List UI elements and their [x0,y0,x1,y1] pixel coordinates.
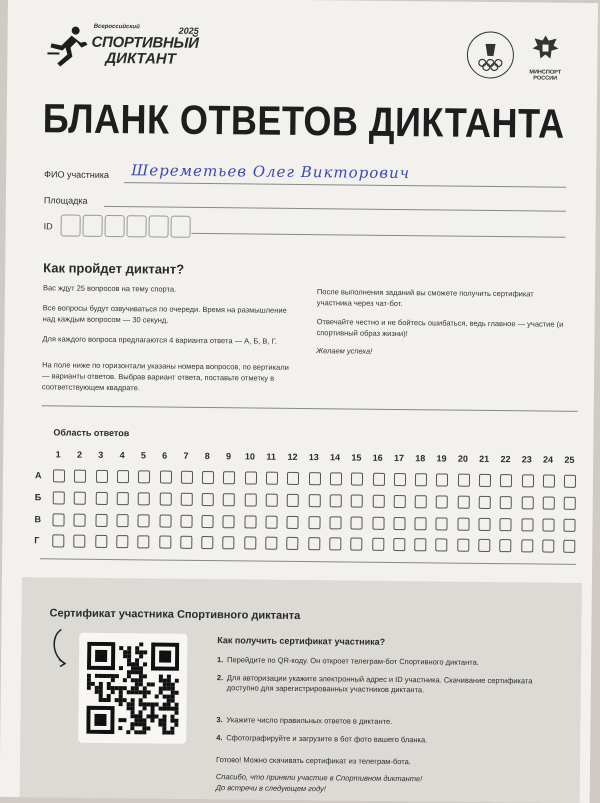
answer-checkbox[interactable] [138,470,150,483]
question-number: 11 [266,451,277,462]
answer-checkbox[interactable] [458,474,470,487]
answer-checkbox[interactable] [393,538,405,551]
question-number: 16 [372,452,383,463]
answer-checkbox[interactable] [478,539,490,552]
answer-checkbox[interactable] [308,516,320,529]
question-number: 12 [287,451,298,462]
answer-checkbox[interactable] [138,514,150,527]
question-number: 3 [98,449,104,460]
answer-checkbox[interactable] [223,536,235,549]
fio-line [124,182,566,188]
answer-checkbox[interactable] [479,474,491,487]
instruction-paragraph: После выполнения заданий вы сможете получить сертификат участника через чат-бот. [316,287,534,309]
question-number: 8 [204,450,210,462]
question-number: 7 [183,450,189,461]
instructions-title: Как пройдет диктант? [43,260,185,277]
answer-checkbox[interactable] [372,473,384,486]
answer-checkbox[interactable] [457,539,469,552]
answer-checkbox[interactable] [542,519,554,532]
answer-checkbox[interactable] [52,513,64,526]
venue-label: Площадка [43,195,88,206]
answer-checkbox[interactable] [52,534,64,547]
wish-text: Желаем успеха! [316,346,373,356]
logo-line-2: ДИКТАНТ [105,49,176,68]
id-line [192,233,566,238]
answer-checkbox[interactable] [95,492,107,505]
question-number: 24 [543,454,554,465]
minsport-logo [525,32,566,81]
answer-checkbox[interactable] [436,538,448,551]
answer-checkbox[interactable] [74,492,86,505]
answer-checkbox[interactable] [563,540,575,553]
minsport-label-1: МИНСПОРТ [529,69,562,76]
answer-checkbox[interactable] [564,497,576,510]
answer-checkbox[interactable] [287,516,299,529]
question-number: 19 [436,453,447,464]
answer-checkbox[interactable] [244,493,256,506]
answer-checkbox[interactable] [415,473,427,486]
sport-dictation-logo [45,17,216,74]
answer-checkbox[interactable] [95,535,107,548]
answer-checkbox[interactable] [393,495,405,508]
logo-year: 2025 [178,25,199,36]
answer-rows [8,0,598,3]
answer-checkbox[interactable] [500,539,512,552]
question-number: 18 [415,453,426,464]
answer-checkbox[interactable] [265,516,277,529]
certificate-thanks-2: До встречи в следующем году! [215,783,326,794]
answer-checkbox[interactable] [266,494,278,507]
venue-line[interactable] [104,206,566,212]
certificate-panel [20,577,582,803]
question-number: 21 [479,453,490,464]
answer-checkbox[interactable] [53,469,65,482]
step-number: 4. [216,733,223,743]
answer-checkbox[interactable] [245,471,257,484]
question-number: 17 [393,452,405,464]
answer-checkbox[interactable] [457,496,469,509]
logo-line-1: СПОРТИВНЫЙ [91,33,199,52]
answer-checkbox[interactable] [351,495,363,508]
answer-grid [8,0,598,3]
question-number: 15 [351,452,362,463]
answer-checkbox[interactable] [500,518,512,531]
answer-checkbox[interactable] [522,474,534,487]
answer-checkbox[interactable] [116,535,128,548]
answer-checkbox[interactable] [457,518,469,531]
answer-checkbox[interactable] [265,537,277,550]
divider [40,558,576,565]
answer-checkbox[interactable] [329,516,341,529]
answer-checkbox[interactable] [500,474,512,487]
answer-checkbox[interactable] [542,540,554,553]
answer-checkbox[interactable] [202,471,214,484]
answer-checkbox[interactable] [521,518,533,531]
answer-row-label: В [34,514,42,525]
answer-checkbox[interactable] [330,494,342,507]
answer-checkbox[interactable] [479,496,491,509]
answers-title: Область ответов [53,427,130,439]
answer-checkbox[interactable] [74,535,86,548]
answer-checkbox[interactable] [521,496,533,509]
answer-checkbox[interactable] [202,515,214,528]
answer-checkbox[interactable] [330,472,342,485]
answer-checkbox[interactable] [564,475,576,488]
answer-checkbox[interactable] [96,470,108,483]
answer-checkbox[interactable] [74,470,86,483]
id-box[interactable] [83,215,103,237]
answer-checkbox[interactable] [329,537,341,550]
answer-checkbox[interactable] [393,517,405,530]
answer-checkbox[interactable] [95,514,107,527]
answer-checkbox[interactable] [372,538,384,551]
minsport-label-2: РОССИИ [533,75,558,82]
answer-checkbox[interactable] [351,517,363,530]
question-number: 22 [500,454,511,465]
certificate-thanks-1: Спасибо, что приняли участие в Спортивном диктанте! [215,772,423,784]
certificate-ready: Готово! Можно скачивать сертификат из телеграм-бота. [215,755,411,767]
fio-value[interactable]: Шереметьев Олег Викторович [131,161,411,183]
step-text: Сфотографируйте и загрузите в бот фото вашего бланка. [226,733,428,745]
answer-checkbox[interactable] [117,470,129,483]
qr-code-card[interactable] [78,633,187,744]
answer-checkbox[interactable] [116,514,128,527]
question-numbers [8,0,598,3]
question-number: 20 [457,453,468,464]
question-number: 4 [119,450,125,461]
answer-checkbox[interactable] [180,536,192,549]
olympic-emblem-icon [465,30,516,81]
answer-checkbox[interactable] [117,492,129,505]
answer-checkbox[interactable] [436,517,448,530]
question-number: 6 [162,450,168,461]
question-number: 1 [55,449,61,460]
instruction-paragraph: На поле ниже по горизонтали указаны номера вопросов, по вертикали — варианты ответов. Выбрав вариант ответа, поставьте отметку в соответствующем квадрате. [41,360,289,393]
answer-checkbox[interactable] [287,494,299,507]
step-text: Перейдите по QR-коду. Он откроет телеграм-бот Спортивного диктанта. [227,655,479,667]
qr-code-icon[interactable] [86,642,179,735]
question-number: 2 [76,449,83,460]
step-text: Укажите число правильных ответов в диктанте. [226,715,393,726]
answer-row-label: Б [34,492,42,503]
curved-arrow-icon [47,627,75,667]
certificate-step [216,733,566,747]
answer-checkbox[interactable] [543,497,555,510]
answer-row-label: А [34,470,42,481]
answer-checkbox[interactable] [287,537,299,550]
answer-checkbox[interactable] [202,493,214,506]
certificate-step [217,673,557,697]
question-number: 14 [330,452,341,463]
divider [42,405,578,412]
question-number: 5 [140,450,146,461]
step-number: 1. [217,655,224,665]
answer-checkbox[interactable] [138,492,150,505]
answer-checkbox[interactable] [137,535,149,548]
instruction-paragraph: Отвечайте честно и не бойтесь ошибаться, ведь главное — участие (и спортивный образ жизни)! [316,317,564,339]
instruction-paragraph: Для каждого вопроса предлагаются 4 варианта ответа — А, Б, В, Г. [42,334,277,346]
answer-checkbox[interactable] [180,493,192,506]
answer-row-label: Г [34,535,40,546]
answer-checkbox[interactable] [308,537,320,550]
id-box[interactable] [105,215,125,237]
runner-icon [45,23,89,67]
answer-checkbox[interactable] [414,538,426,551]
fio-label: ФИО участника [44,169,109,180]
eagle-emblem-icon [530,32,560,62]
answer-checkbox[interactable] [478,518,490,531]
certificate-step [217,655,567,669]
instruction-paragraph: Вас ждут 25 вопросов на тему спорта. [42,283,177,294]
answer-checkbox[interactable] [350,538,362,551]
question-number: 25 [564,454,575,465]
answer-checkbox[interactable] [543,475,555,488]
step-text: Для авторизации укажите электронный адрес и ID участника. Скачивание сертификата доступно для зарегистрированных участников диктанта. [226,673,533,695]
question-number: 9 [226,451,232,462]
answer-checkbox[interactable] [309,472,321,485]
answer-checkbox[interactable] [223,493,235,506]
answer-checkbox[interactable] [180,515,192,528]
logo-small-text: Всероссийский [93,23,140,31]
answer-checkbox[interactable] [223,471,235,484]
answer-checkbox[interactable] [372,517,384,530]
answer-checkbox[interactable] [436,473,448,486]
id-label: ID [43,221,53,232]
id-box[interactable] [149,215,169,237]
answer-checkbox[interactable] [308,494,320,507]
answer-checkbox[interactable] [521,539,533,552]
step-number: 3. [216,715,223,725]
answer-checkbox[interactable] [223,515,235,528]
answer-checkbox[interactable] [436,495,448,508]
answer-checkbox[interactable] [500,496,512,509]
certificate-step [216,715,566,729]
answer-checkbox[interactable] [53,491,65,504]
id-box[interactable] [127,215,147,237]
answer-checkbox[interactable] [287,472,299,485]
answer-checkbox[interactable] [159,471,171,484]
answer-checkbox[interactable] [415,495,427,508]
id-box[interactable] [171,216,191,238]
answer-checkbox[interactable] [564,519,576,532]
page-title: БЛАНК ОТВЕТОВ ДИКТАНТА [42,95,565,147]
answer-checkbox[interactable] [159,515,171,528]
step-number: 2. [216,673,224,683]
answer-checkbox[interactable] [159,493,171,506]
answer-checkbox[interactable] [201,536,213,549]
answer-checkbox[interactable] [394,473,406,486]
answer-checkbox[interactable] [415,517,427,530]
answer-checkbox[interactable] [181,471,193,484]
answer-checkbox[interactable] [372,495,384,508]
certificate-question: Как получить сертификат участника? [217,635,386,647]
instruction-paragraph: Все вопросы будут озвучиваться по очереди. Время на размышление над каждым вопросом — 30 секунд. [42,303,287,325]
question-number: 13 [308,452,319,463]
question-number: 10 [244,451,255,462]
answer-checkbox[interactable] [244,515,256,528]
id-box[interactable] [61,214,81,236]
answer-checkbox[interactable] [351,473,363,486]
answer-checkbox[interactable] [159,536,171,549]
certificate-title: Сертификат участника Спортивного диктанта [49,607,301,623]
answer-checkbox[interactable] [74,514,86,527]
answer-checkbox[interactable] [266,472,278,485]
question-number: 23 [521,454,532,465]
answer-checkbox[interactable] [244,536,256,549]
